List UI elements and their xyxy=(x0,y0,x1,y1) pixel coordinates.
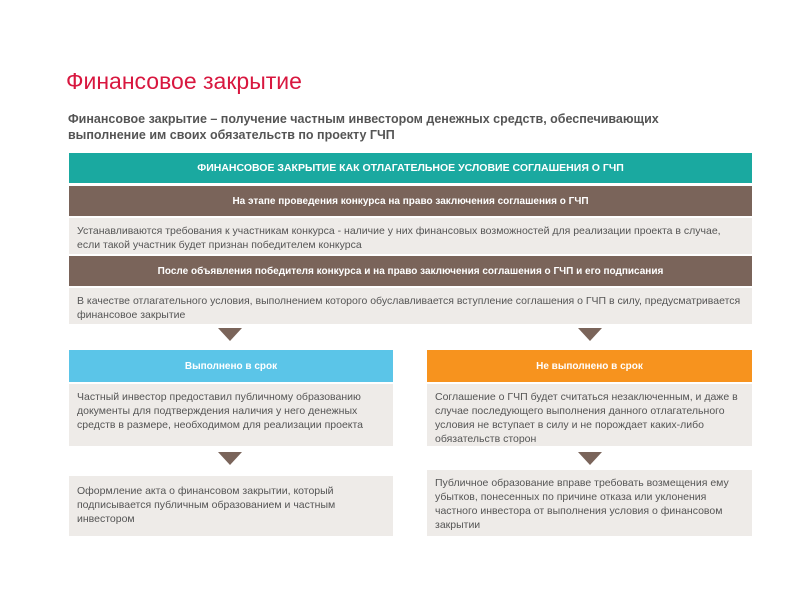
stage2-heading: После объявления победителя конкурса и на право заключения соглашения о ГЧП и его подписания xyxy=(69,256,752,286)
stage1-text: Устанавливаются требования к участникам конкурса - наличие у них финансовых возможностей для реализации проекта в случае, если такой участник будет признан победителем конкурса xyxy=(69,218,752,254)
arrow-down-icon-left xyxy=(218,328,242,341)
arrow-down-icon-not-done xyxy=(578,452,602,465)
branch-done-heading: Выполнено в срок xyxy=(69,350,393,382)
branch-done-result: Оформление акта о финансовом закрытии, который подписывается публичным образованием и частным инвестором xyxy=(69,476,393,536)
branch-not-done-result: Публичное образование вправе требовать возмещения ему убытков, понесенных по причине отказа или уклонения частного инвестора от выполнения условия о финансовом закрытии xyxy=(427,470,752,536)
page-title: Финансовое закрытие xyxy=(66,68,302,94)
branch-not-done-heading: Не выполнено в срок xyxy=(427,350,752,382)
page-subtitle: Финансовое закрытие – получение частным инвестором денежных средств, обеспечивающих выполнение им своих обязательств по проекту ГЧП xyxy=(68,112,659,142)
stage1-heading: На этапе проведения конкурса на право заключения соглашения о ГЧП xyxy=(69,186,752,216)
branch-not-done-text: Соглашение о ГЧП будет считаться незаключенным, и даже в случае последующего выполнения данного отлагательного условия не вступает в силу и не порождает каких-либо обязательств сторон xyxy=(427,384,752,446)
arrow-down-icon-right xyxy=(578,328,602,341)
arrow-down-icon-done xyxy=(218,452,242,465)
main-header-bar: ФИНАНСОВОЕ ЗАКРЫТИЕ КАК ОТЛАГАТЕЛЬНОЕ УСЛОВИЕ СОГЛАШЕНИЯ О ГЧП xyxy=(69,153,752,183)
branch-done-text: Частный инвестор предоставил публичному образованию документы для подтверждения наличия у него денежных средств в размере, необходимом для реализации проекта xyxy=(69,384,393,446)
stage2-text: В качестве отлагательного условия, выполнением которого обуславливается вступление соглашения о ГЧП в силу, предусматривается финансовое закрытие xyxy=(69,288,752,324)
